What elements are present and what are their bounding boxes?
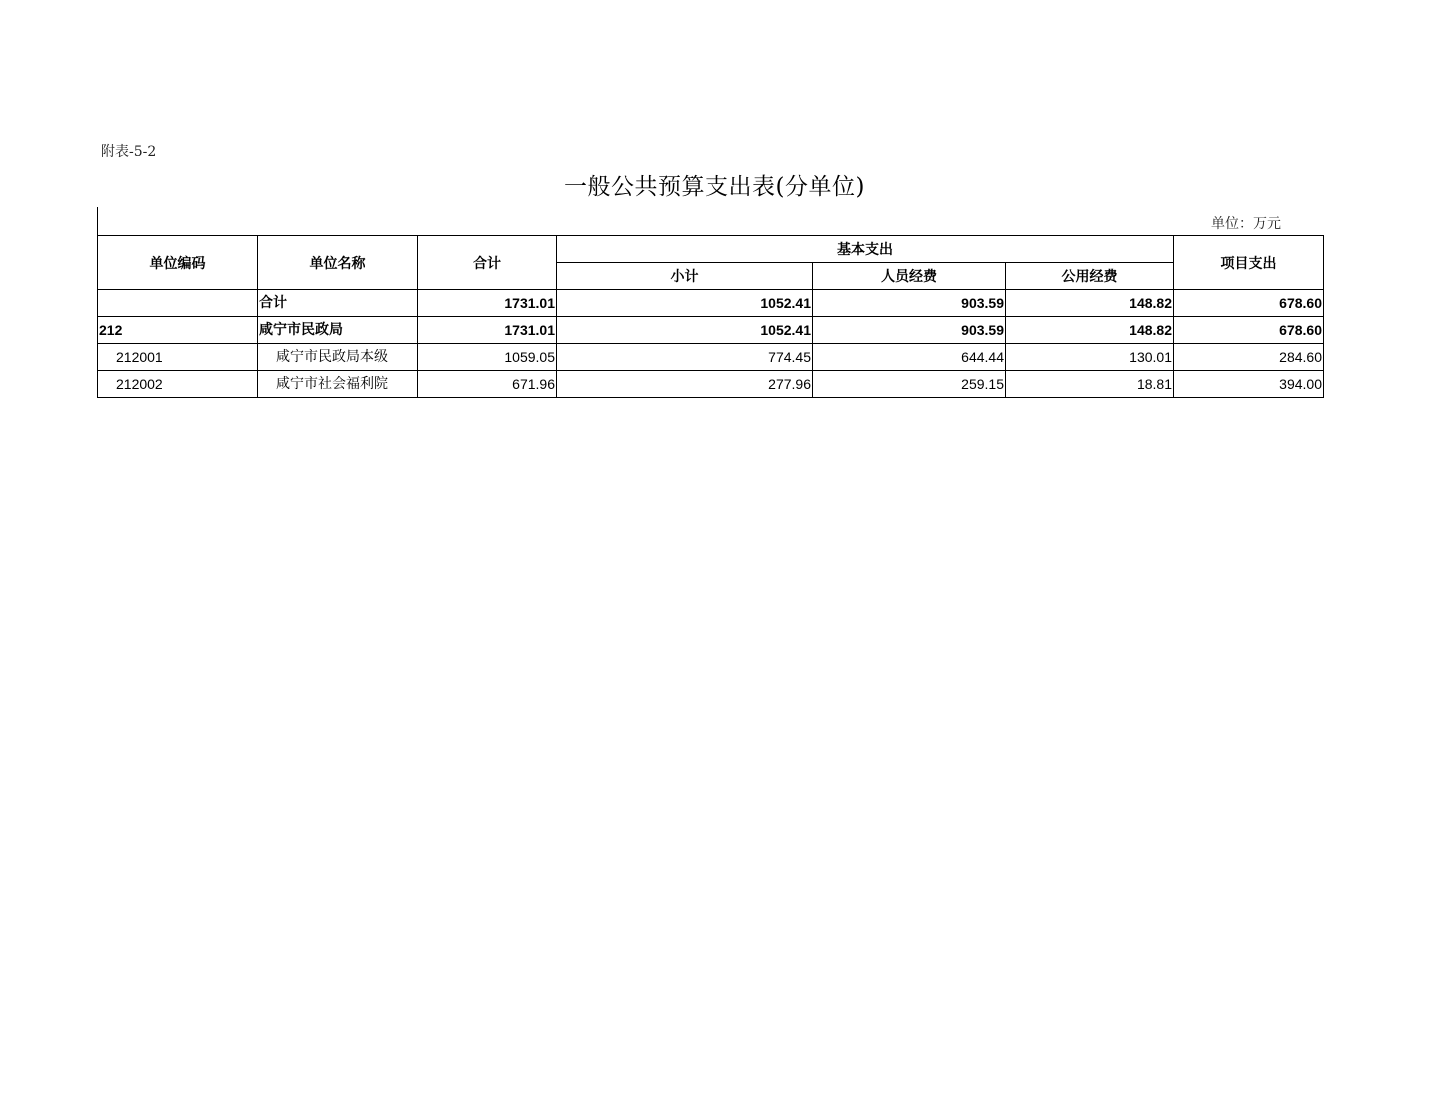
cell-code [98,290,258,317]
cell-total: 1731.01 [418,290,557,317]
cell-code: 212001 [98,344,258,371]
cell-personnel: 903.59 [813,290,1006,317]
cell-name: 咸宁市民政局本级 [258,344,418,371]
cell-public: 18.81 [1006,371,1174,398]
cell-project: 678.60 [1174,290,1324,317]
cell-total: 1059.05 [418,344,557,371]
header-unit-code: 单位编码 [98,236,258,290]
cell-code: 212 [98,317,258,344]
attachment-label: 附表-5-2 [101,144,157,160]
cell-personnel: 259.15 [813,371,1006,398]
cell-subtotal: 277.96 [557,371,813,398]
header-row-1 [98,236,1324,263]
header-personnel: 人员经费 [813,263,1006,290]
unit-note: 单位：万元 [1211,216,1281,232]
cell-project: 678.60 [1174,317,1324,344]
table-row-department [98,317,1324,344]
cell-name: 咸宁市社会福利院 [258,371,418,398]
document-title: 一般公共预算支出表(分单位) [564,174,865,200]
header-subtotal: 小计 [557,263,813,290]
header-basic-expenditure: 基本支出 [557,236,1174,263]
header-total: 合计 [418,236,557,290]
table-row [98,371,1324,398]
cell-total: 1731.01 [418,317,557,344]
cell-project: 394.00 [1174,371,1324,398]
cell-name: 合计 [258,290,418,317]
cell-personnel: 903.59 [813,317,1006,344]
cell-subtotal: 1052.41 [557,290,813,317]
header-public-funds: 公用经费 [1006,263,1174,290]
left-rule [97,207,98,236]
cell-project: 284.60 [1174,344,1324,371]
header-unit-name: 单位名称 [258,236,418,290]
table-row-total [98,290,1324,317]
cell-public: 130.01 [1006,344,1174,371]
cell-public: 148.82 [1006,290,1174,317]
cell-public: 148.82 [1006,317,1174,344]
header-project-expenditure: 项目支出 [1174,236,1324,290]
cell-subtotal: 1052.41 [557,317,813,344]
table-row [98,344,1324,371]
cell-code: 212002 [98,371,258,398]
cell-name: 咸宁市民政局 [258,317,418,344]
cell-total: 671.96 [418,371,557,398]
cell-personnel: 644.44 [813,344,1006,371]
cell-subtotal: 774.45 [557,344,813,371]
budget-table [97,235,1324,398]
